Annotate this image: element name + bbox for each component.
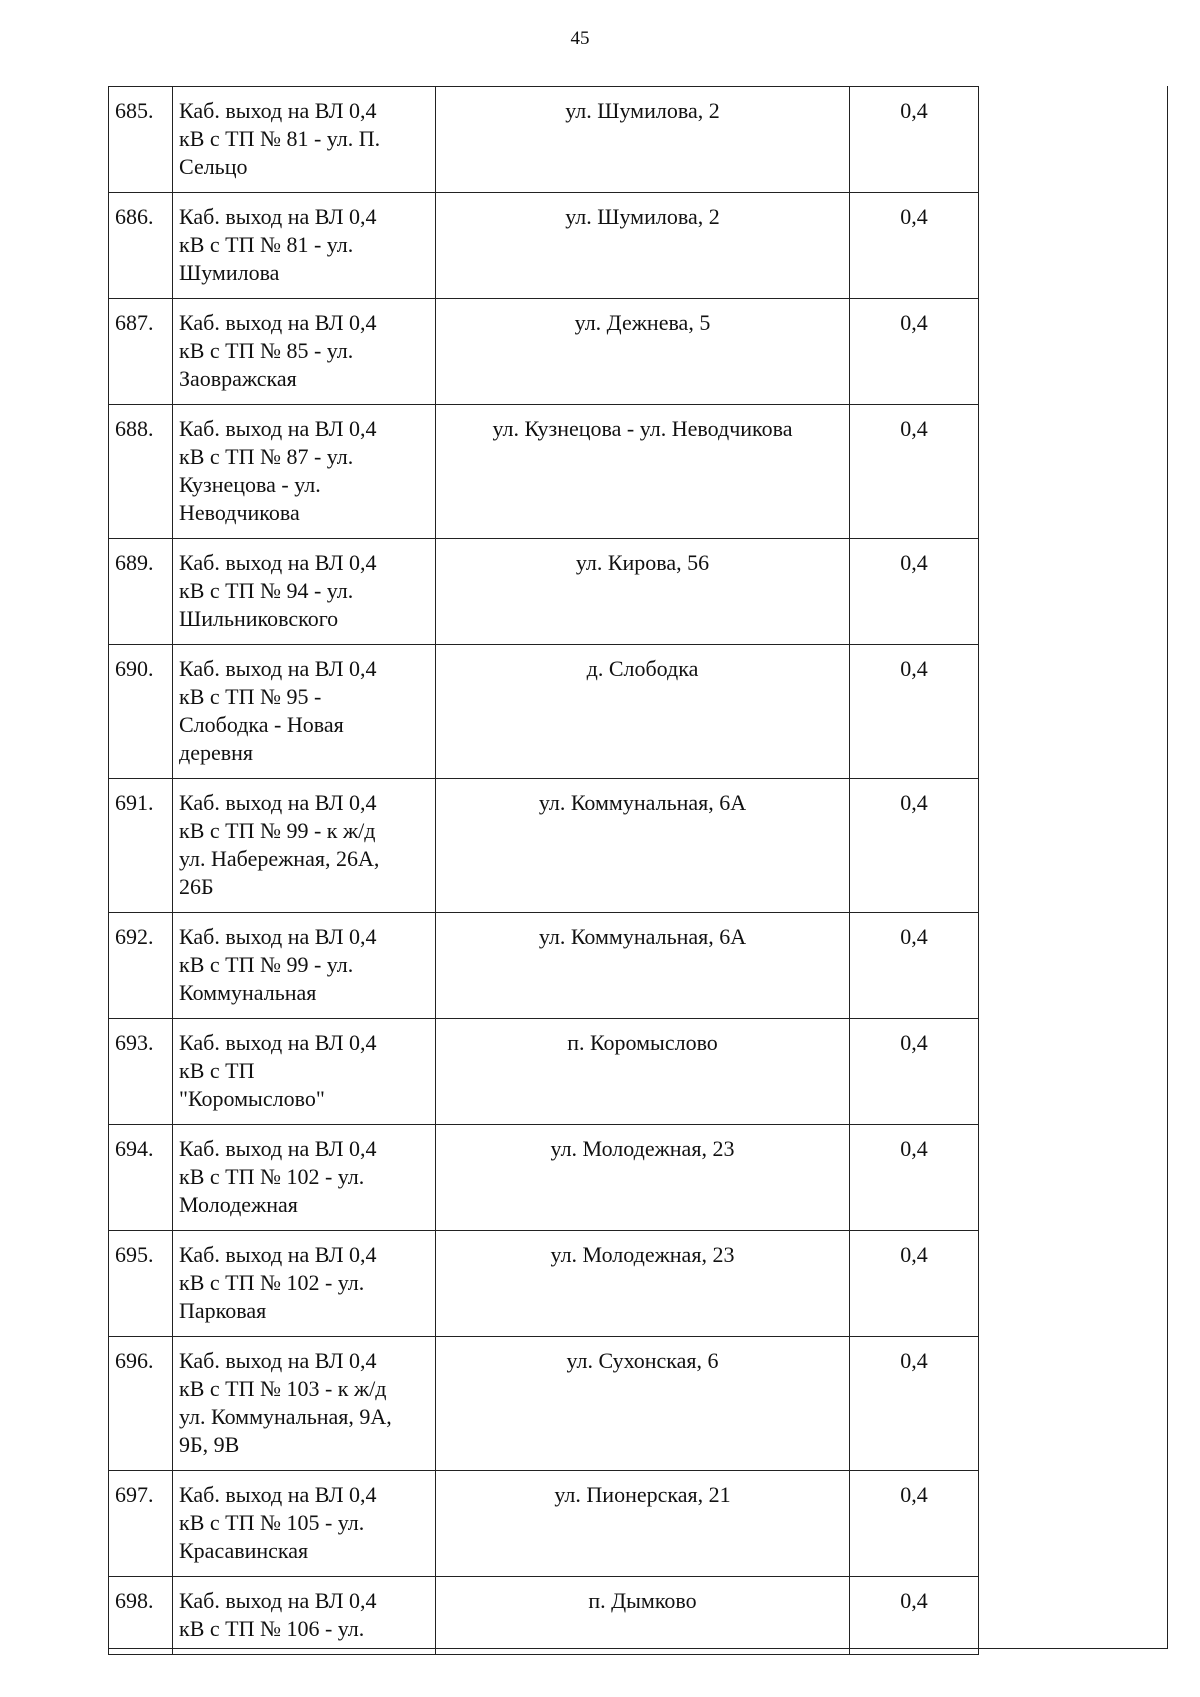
voltage-cell: 0,4 — [850, 87, 979, 193]
table-row — [109, 1337, 979, 1471]
line-description-cell: Каб. выход на ВЛ 0,4 кВ с ТП № 87 - ул. Кузнецова - ул. Неводчикова — [173, 405, 436, 539]
line-description-cell: Каб. выход на ВЛ 0,4 кВ с ТП № 103 - к ж/д ул. Коммунальная, 9А, 9Б, 9В — [173, 1337, 436, 1471]
page-number: 45 — [570, 28, 590, 49]
table-row — [109, 193, 979, 299]
line-description-cell: Каб. выход на ВЛ 0,4 кВ с ТП № 95 - Слободка - Новая деревня — [173, 645, 436, 779]
voltage-cell: 0,4 — [850, 913, 979, 1019]
address-cell: ул. Коммунальная, 6А — [436, 913, 850, 1019]
address-cell: ул. Молодежная, 23 — [436, 1231, 850, 1337]
voltage-cell: 0,4 — [850, 405, 979, 539]
page-right-border — [1167, 86, 1168, 1649]
row-number-cell: 694. — [109, 1125, 173, 1231]
table-row — [109, 1125, 979, 1231]
address-cell: п. Дымково — [436, 1577, 850, 1655]
voltage-cell: 0,4 — [850, 1471, 979, 1577]
row-number-cell: 691. — [109, 779, 173, 913]
address-cell: ул. Сухонская, 6 — [436, 1337, 850, 1471]
address-cell: ул. Кирова, 56 — [436, 539, 850, 645]
address-cell: п. Коромыслово — [436, 1019, 850, 1125]
page-bottom-border — [108, 1648, 1168, 1649]
line-description-cell: Каб. выход на ВЛ 0,4 кВ с ТП № 85 - ул. Заовражская — [173, 299, 436, 405]
line-description-cell: Каб. выход на ВЛ 0,4 кВ с ТП № 106 - ул. — [173, 1577, 436, 1655]
line-description-cell: Каб. выход на ВЛ 0,4 кВ с ТП № 94 - ул. Шильниковского — [173, 539, 436, 645]
voltage-cell: 0,4 — [850, 1019, 979, 1125]
line-description-cell: Каб. выход на ВЛ 0,4 кВ с ТП № 99 - ул. Коммунальная — [173, 913, 436, 1019]
voltage-cell: 0,4 — [850, 1577, 979, 1655]
line-description-cell: Каб. выход на ВЛ 0,4 кВ с ТП № 105 - ул. Красавинская — [173, 1471, 436, 1577]
voltage-cell: 0,4 — [850, 779, 979, 913]
row-number-cell: 697. — [109, 1471, 173, 1577]
table-row — [109, 913, 979, 1019]
voltage-cell: 0,4 — [850, 1231, 979, 1337]
voltage-cell: 0,4 — [850, 539, 979, 645]
row-number-cell: 693. — [109, 1019, 173, 1125]
row-number-cell: 685. — [109, 87, 173, 193]
row-number-cell: 698. — [109, 1577, 173, 1655]
voltage-cell: 0,4 — [850, 1337, 979, 1471]
table-row — [109, 1231, 979, 1337]
row-number-cell: 692. — [109, 913, 173, 1019]
address-cell: ул. Пионерская, 21 — [436, 1471, 850, 1577]
voltage-cell: 0,4 — [850, 645, 979, 779]
row-number-cell: 690. — [109, 645, 173, 779]
table-row — [109, 779, 979, 913]
line-description-cell: Каб. выход на ВЛ 0,4 кВ с ТП "Коромыслово" — [173, 1019, 436, 1125]
voltage-cell: 0,4 — [850, 299, 979, 405]
registry-table-body — [109, 87, 979, 1655]
line-description-cell: Каб. выход на ВЛ 0,4 кВ с ТП № 102 - ул. Парковая — [173, 1231, 436, 1337]
address-cell: ул. Дежнева, 5 — [436, 299, 850, 405]
voltage-cell: 0,4 — [850, 1125, 979, 1231]
row-number-cell: 689. — [109, 539, 173, 645]
registry-table — [108, 86, 979, 1655]
address-cell: ул. Шумилова, 2 — [436, 87, 850, 193]
table-row — [109, 87, 979, 193]
row-number-cell: 696. — [109, 1337, 173, 1471]
table-row — [109, 645, 979, 779]
table-row — [109, 299, 979, 405]
line-description-cell: Каб. выход на ВЛ 0,4 кВ с ТП № 81 - ул. Шумилова — [173, 193, 436, 299]
row-number-cell: 688. — [109, 405, 173, 539]
address-cell: ул. Кузнецова - ул. Неводчикова — [436, 405, 850, 539]
row-number-cell: 695. — [109, 1231, 173, 1337]
line-description-cell: Каб. выход на ВЛ 0,4 кВ с ТП № 102 - ул. Молодежная — [173, 1125, 436, 1231]
table-row — [109, 539, 979, 645]
table-row — [109, 1019, 979, 1125]
table-row — [109, 1577, 979, 1655]
table-row — [109, 405, 979, 539]
address-cell: ул. Молодежная, 23 — [436, 1125, 850, 1231]
line-description-cell: Каб. выход на ВЛ 0,4 кВ с ТП № 81 - ул. П. Сельцо — [173, 87, 436, 193]
voltage-cell: 0,4 — [850, 193, 979, 299]
address-cell: ул. Коммунальная, 6А — [436, 779, 850, 913]
row-number-cell: 686. — [109, 193, 173, 299]
address-cell: д. Слободка — [436, 645, 850, 779]
row-number-cell: 687. — [109, 299, 173, 405]
line-description-cell: Каб. выход на ВЛ 0,4 кВ с ТП № 99 - к ж/д ул. Набережная, 26А, 26Б — [173, 779, 436, 913]
table-row — [109, 1471, 979, 1577]
address-cell: ул. Шумилова, 2 — [436, 193, 850, 299]
